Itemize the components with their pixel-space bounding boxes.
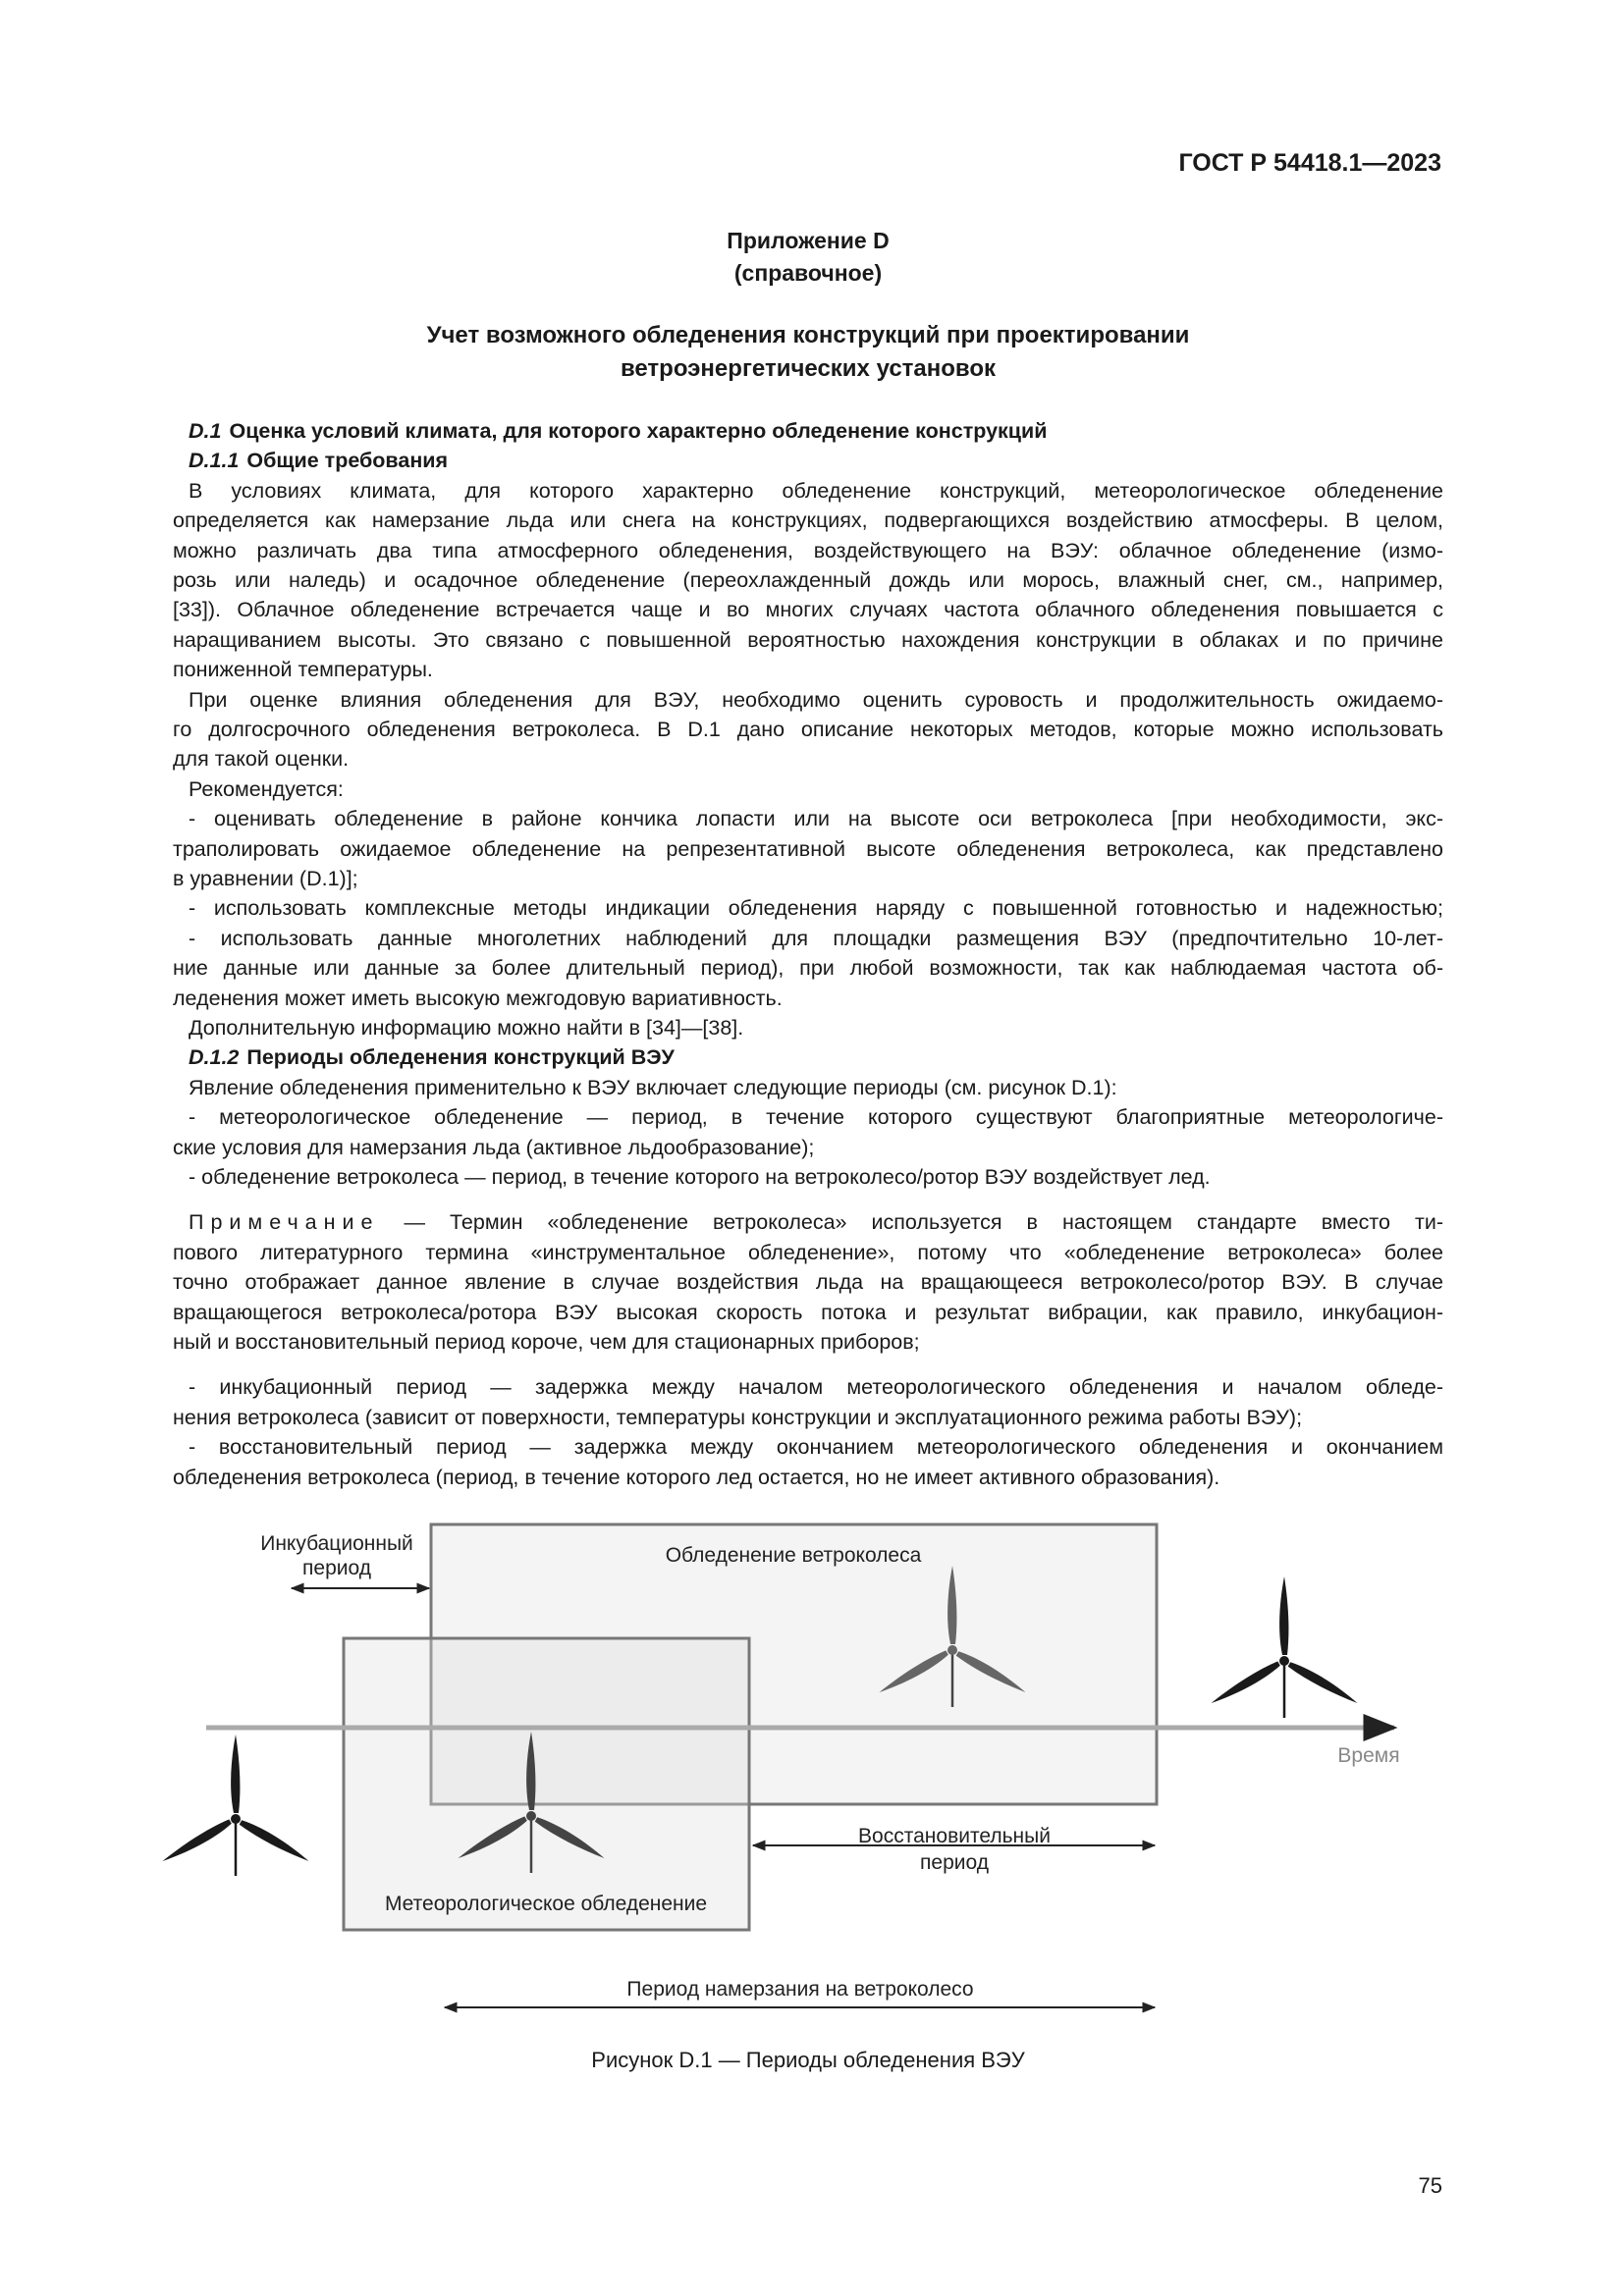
recovery-label: период — [920, 1851, 989, 1874]
text-line: обледенения ветроколеса (период, в течение которого лед остается, но не имеет активного образования). — [173, 1465, 1220, 1489]
page-number: 75 — [1418, 2173, 1442, 2198]
text-line: траполировать ожидаемое обледенение на репрезентативной высоте обледенения ветроколеса, как представлено — [173, 836, 1443, 861]
text-line: го долгосрочного обледенения ветроколеса. В D.1 дано описание некоторых методов, которые можно использовать — [173, 717, 1443, 741]
text-line: леденения может иметь высокую межгодовую вариативность. — [173, 986, 783, 1010]
note-line: ный и восстановительный период короче, чем для стационарных приборов; — [173, 1329, 920, 1354]
wind-turbine-icon — [1209, 1576, 1360, 1718]
text-line: определяется как намерзание льда или снега на конструкциях, подвергающихся воздействию атмосферы. В целом, — [173, 508, 1443, 533]
recovery-label: Восстановительный — [858, 1825, 1051, 1847]
meteorological-icing-box — [344, 1638, 749, 1930]
rotor-icing-label: Обледенение ветроколеса — [665, 1544, 922, 1567]
section-title: Оценка условий климата, для которого характерно обледенение конструкций — [229, 419, 1048, 443]
section-number: D.1 — [189, 419, 222, 443]
section-number: D.1.1 — [189, 449, 240, 473]
note-line: точно отображает данное явление в случае воздействия льда на вращающееся ветроколесо/ротор ВЭУ. В случае — [173, 1270, 1443, 1295]
text-line: [33]). Облачное обледенение встречается чаще и во многих случаях частота облачного обледенения повышается с — [173, 598, 1443, 622]
text-line: При оценке влияния обледенения для ВЭУ, необходимо оценить суровость и продолжительность ожидаемо- — [189, 687, 1443, 712]
text-line: розь или наледь) и осадочное обледенение (переохлажденный дождь или морось, влажный снег, см., например, — [173, 567, 1443, 592]
incubation-label: период — [302, 1557, 371, 1579]
wind-turbine-icon — [160, 1735, 311, 1876]
section-title: Общие требования — [246, 449, 449, 473]
text-line: - метеорологическое обледенение — период, в течение которого существуют благоприятные метеорологиче- — [189, 1105, 1443, 1130]
text-line: - обледенение ветроколеса — период, в течение которого на ветроколесо/ротор ВЭУ воздействует лед. — [189, 1164, 1211, 1189]
accretion-label: Период намерзания на ветроколесо — [626, 1978, 974, 2001]
text-line: наращиванием высоты. Это связано с повышенной вероятностью нахождения конструкции в облаках и по причине — [173, 627, 1443, 652]
text-line: ские условия для намерзания льда (активное льдообразование); — [173, 1135, 815, 1159]
text-line: - оценивать обледенение в районе кончика лопасти или на высоте оси ветроколеса [при необходимости, экс- — [189, 807, 1443, 831]
incubation-label: Инкубационный — [260, 1532, 413, 1555]
text-line: пониженной температуры. — [173, 658, 433, 682]
text-line: можно различать два типа атмосферного обледенения, воздействующего на ВЭУ: облачное обледенение (измо- — [173, 538, 1443, 562]
text-line: в уравнении (D.1)]; — [173, 866, 358, 890]
section-title: Периоды обледенения конструкций ВЭУ — [246, 1045, 675, 1070]
note-line: пового литературного термина «инструментальное обледенение», потому что «обледенение ветроколеса» более — [173, 1240, 1443, 1264]
text-line: Явление обледенения применительно к ВЭУ включает следующие периоды (см. рисунок D.1): — [189, 1075, 1117, 1099]
text-line: для такой оценки. — [173, 747, 350, 772]
appendix-title: Приложение D — [727, 228, 890, 253]
time-axis-label: Время — [1337, 1744, 1400, 1767]
text-line: - использовать комплексные методы индикации обледенения наряду с повышенной готовностью и надежностью; — [189, 896, 1443, 921]
figure-caption: Рисунок D.1 — Периоды обледенения ВЭУ — [591, 2048, 1025, 2072]
text-line: Рекомендуется: — [189, 776, 344, 801]
text-line: - восстановительный период — задержка между окончанием метеорологического обледенения и окончанием — [189, 1435, 1443, 1460]
appendix-heading-line2: ветроэнергетических установок — [620, 355, 997, 382]
text-line: В условиях климата, для которого характерно обледенение конструкций, метеорологическое обледенение — [189, 478, 1443, 503]
note-label: Примечание — [189, 1210, 380, 1235]
text-line: - инкубационный период — задержка между началом метеорологического обледенения и началом обледе- — [189, 1375, 1443, 1400]
text-line: ние данные или данные за более длительный период), при любой возможности, так как наблюдаемая частота об- — [173, 956, 1443, 981]
appendix-heading-line1: Учет возможного обледенения конструкций при проектировании — [426, 322, 1190, 348]
text-line: Дополнительную информацию можно найти в [34]—[38]. — [189, 1015, 744, 1040]
note-line: вращающегося ветроколеса/ротора ВЭУ высокая скорость потока и результат вибрации, как правило, инкубацион- — [173, 1300, 1443, 1324]
meteorological-icing-label: Метеорологическое обледенение — [384, 1893, 708, 1915]
document-header: ГОСТ Р 54418.1—2023 — [1178, 149, 1441, 177]
appendix-type: (справочное) — [733, 260, 883, 286]
text-line: - использовать данные многолетних наблюдений для площадки размещения ВЭУ (предпочтительно 10-лет- — [189, 926, 1443, 950]
section-number: D.1.2 — [189, 1045, 240, 1070]
note-text: — Термин «обледенение ветроколеса» используется в настоящем стандарте вместо ти- — [379, 1210, 1443, 1235]
text-line: нения ветроколеса (зависит от поверхности, температуры конструкции и эксплуатационного режима работы ВЭУ); — [173, 1405, 1303, 1429]
